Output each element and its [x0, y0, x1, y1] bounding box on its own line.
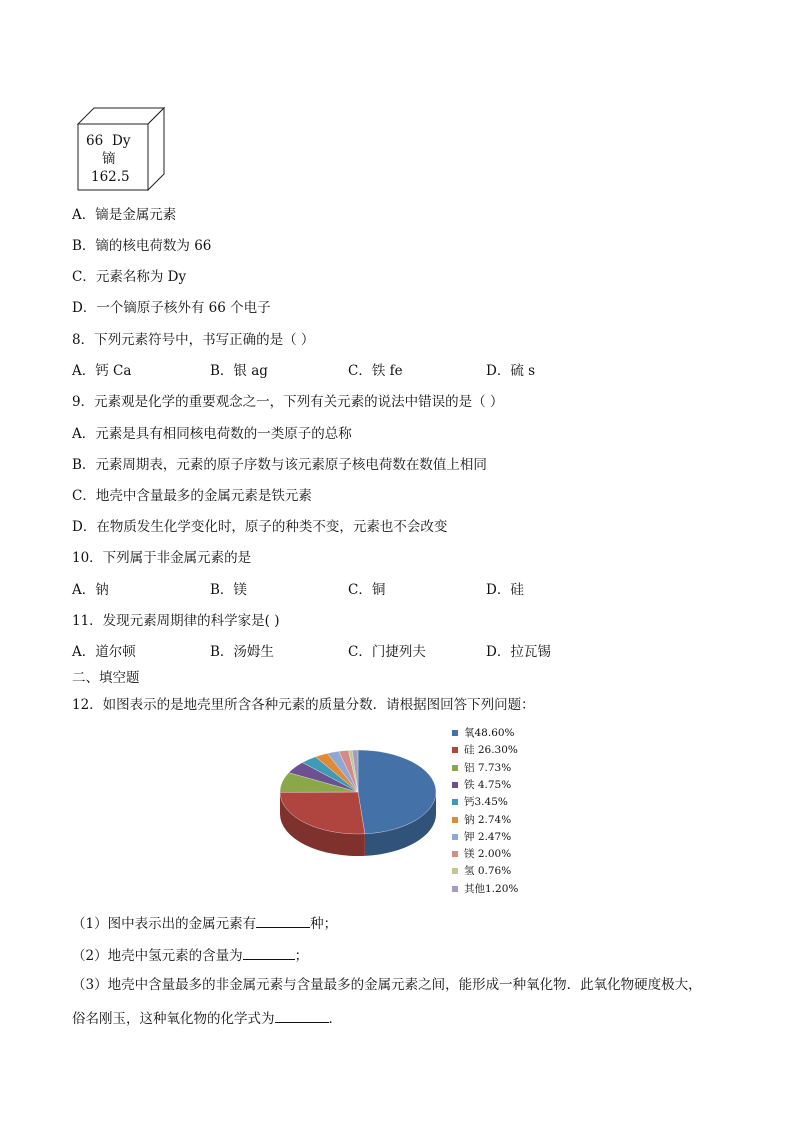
q12-sub3-suffix: ． — [328, 1011, 342, 1027]
legend-label: 其他1.20% — [464, 882, 519, 895]
legend-label: 硅 26.30% — [464, 744, 518, 757]
element-mass: 162.5 — [91, 169, 130, 185]
q7-option-c: C．元素名称为 Dy — [72, 269, 187, 285]
section-heading: 二、填空题 — [72, 670, 140, 686]
legend-swatch — [452, 834, 458, 840]
q12-sub3-text: 俗名刚玉，这种氧化物的化学式为 — [72, 1011, 275, 1027]
q8-option-c: C．铁 fe — [348, 363, 403, 379]
legend-swatch — [452, 817, 458, 823]
legend-swatch — [452, 730, 458, 736]
q9-option-b: B．元素周期表，元素的原子序数与该元素原子核电荷数在数值上相同 — [72, 457, 487, 473]
legend-label: 铁 4.75% — [464, 778, 512, 791]
legend-swatch — [452, 851, 458, 857]
q12-sub2 — [72, 945, 308, 965]
q9-stem: 9．元素观是化学的重要观念之一，下列有关元素的说法中错误的是（ ） — [72, 394, 504, 410]
legend-label: 钙3.45% — [464, 796, 508, 809]
q9-option-c: C．地壳中含量最多的金属元素是铁元素 — [72, 488, 312, 504]
q8-option-d: D．硫 s — [486, 363, 536, 379]
q12-sub1-text: （1）图中表示出的金属元素有 — [72, 916, 257, 932]
element-number: 66 — [86, 133, 104, 149]
q7-option-d: D．一个镝原子核外有 66 个电子 — [72, 300, 271, 316]
q8-stem: 8．下列元素符号中，书写正确的是（ ） — [72, 332, 315, 348]
element-symbol: Dy — [112, 133, 131, 149]
q12-sub3-line1: （3）地壳中含量最多的非金属元素与含量最多的金属元素之间，能形成一种氧化物．此氧化物硬度极大， — [72, 977, 702, 993]
q12-sub3-line2 — [72, 1008, 342, 1028]
q12-stem: 12．如图表示的是地壳里所含各种元素的质量分数．请根据图回答下列问题： — [72, 697, 535, 713]
q12-sub2-text: （2）地壳中氢元素的含量为 — [72, 948, 243, 964]
legend-swatch — [452, 747, 458, 753]
q7-option-a: A．镝是金属元素 — [72, 207, 177, 223]
q12-sub3-blank[interactable] — [275, 1008, 329, 1023]
q12-sub1-blank[interactable] — [256, 913, 310, 928]
legend-swatch — [452, 799, 458, 805]
q12-sub1-suffix: 种； — [310, 916, 338, 932]
legend-label: 钠 2.74% — [464, 813, 512, 826]
legend-label: 氧48.60% — [464, 727, 515, 739]
legend-swatch — [452, 886, 458, 892]
q9-option-d: D．在物质发生化学变化时，原子的种类不变，元素也不会改变 — [72, 519, 448, 535]
q12-sub2-blank[interactable] — [243, 945, 295, 960]
q11-option-c: C．门捷列夫 — [348, 644, 426, 660]
q11-option-a: A．道尔顿 — [72, 644, 136, 660]
q10-stem: 10．下列属于非金属元素的是 — [72, 550, 252, 566]
q11-stem: 11．发现元素周期律的科学家是( ) — [72, 613, 280, 629]
legend-label: 氢 0.76% — [464, 865, 512, 878]
q10-option-a: A．钠 — [72, 582, 109, 598]
q11-option-d: D．拉瓦锡 — [486, 644, 551, 660]
q10-option-b: B．镁 — [210, 582, 247, 598]
legend-label: 钾 2.47% — [464, 830, 512, 843]
crust-composition-pie-chart — [270, 740, 450, 870]
q7-option-b: B．镝的核电荷数为 66 — [72, 238, 212, 254]
legend-swatch — [452, 868, 458, 874]
q8-option-b: B．银 ag — [210, 363, 268, 379]
legend-label: 镁 2.00% — [464, 848, 512, 861]
q10-option-c: C．铜 — [348, 582, 386, 598]
legend-swatch — [452, 765, 458, 771]
q8-option-a: A．钙 Ca — [72, 363, 132, 379]
element-name: 镝 — [102, 151, 116, 167]
q10-option-d: D．硅 — [486, 582, 524, 598]
q11-option-b: B．汤姆生 — [210, 644, 274, 660]
q9-option-a: A．元素是具有相同核电荷数的一类原子的总称 — [72, 426, 352, 442]
legend-label: 铝 7.73% — [464, 761, 512, 774]
element-card — [76, 104, 166, 194]
legend-swatch — [452, 782, 458, 788]
q12-sub2-suffix: ； — [294, 948, 309, 964]
q12-sub1 — [72, 913, 337, 933]
